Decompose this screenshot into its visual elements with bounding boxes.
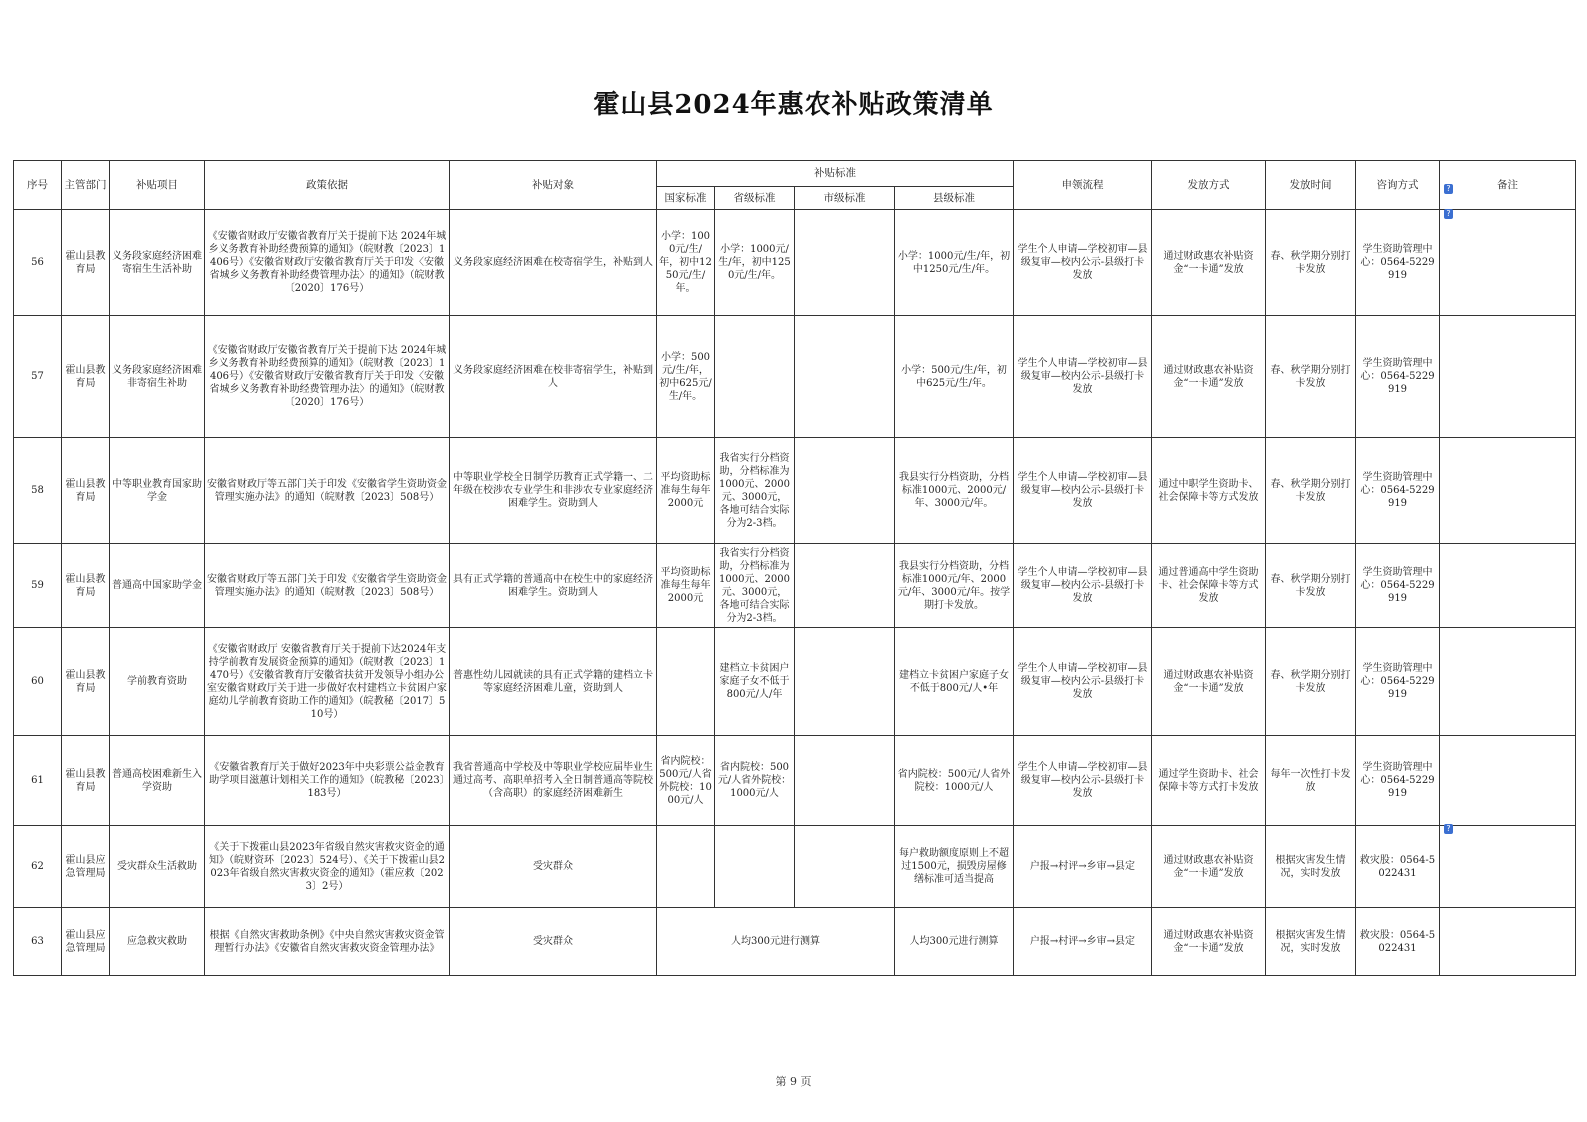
cell-project: 受灾群众生活救助 <box>110 826 205 908</box>
cell-method: 通过财政惠农补贴资金“一卡通”发放 <box>1152 908 1266 976</box>
header-standard-group: 补贴标准 <box>657 161 1014 187</box>
cell-county: 我县实行分档资助，分档标准1000元、2000元/年、3000元/年。 <box>895 438 1014 544</box>
cell-contact: 学生资助管理中心：0564-5229919 <box>1356 438 1440 544</box>
table-row <box>14 316 1576 438</box>
cell-county: 省内院校：500元/人省外院校：1000元/人 <box>895 736 1014 826</box>
cell-target: 受灾群众 <box>450 908 657 976</box>
cell-seq: 61 <box>14 736 62 826</box>
cell-target: 义务段家庭经济困难在校寄宿学生，补贴到人 <box>450 210 657 316</box>
cell-target: 受灾群众 <box>450 826 657 908</box>
cell-process: 学生个人申请—学校初审—县级复审—校内公示-县级打卡发放 <box>1014 544 1152 628</box>
cell-provincial: 我省实行分档资助，分档标准为1000元、2000元、3000元，各地可结合实际分为2-3档。 <box>715 544 795 628</box>
cell-national: 小学：1000元/生/年，初中1250元/生/年。 <box>657 210 715 316</box>
header-project: 补贴项目 <box>110 161 205 210</box>
cell-national: 小学：500元/生/年，初中625元/生/年。 <box>657 316 715 438</box>
cell-process: 学生个人申请—学校初审—县级复审—校内公示-县级打卡发放 <box>1014 736 1152 826</box>
cell-process: 户报→村评→乡审→县定 <box>1014 908 1152 976</box>
cell-basis: 《安徽省财政厅 安徽省教育厅关于提前下达2024年支持学前教育发展资金预算的通知》（皖财教〔2023〕1470号）《安徽省教育厅安徽省扶贫开发领导小组办公室安徽省财政厅关于进一步做好农村建档立卡贫困户家庭幼儿学前教育资助工作的通知》（皖教秘〔2017〕510号） <box>205 628 450 736</box>
cell-merged-standard: 人均300元进行测算 <box>657 908 895 976</box>
cell-dept: 霍山县教育局 <box>62 628 110 736</box>
cell-method: 通过学生资助卡、社会保障卡等方式打卡发放 <box>1152 736 1266 826</box>
header-dept: 主管部门 <box>62 161 110 210</box>
cell-time: 春、秋学期分别打卡发放 <box>1266 438 1356 544</box>
cell-remark <box>1440 544 1576 628</box>
header-time: 发放时间 <box>1266 161 1356 210</box>
cell-project: 义务段家庭经济困难非寄宿生补助 <box>110 316 205 438</box>
cell-dept: 霍山县教育局 <box>62 544 110 628</box>
cell-remark <box>1440 908 1576 976</box>
cell-national: 平均资助标准每生每年2000元 <box>657 544 715 628</box>
policy-table <box>13 160 1576 976</box>
cell-method: 通过普通高中学生资助卡、社会保障卡等方式发放 <box>1152 544 1266 628</box>
table-row <box>14 544 1576 628</box>
cell-project: 义务段家庭经济困难寄宿生生活补助 <box>110 210 205 316</box>
cell-target: 我省普通高中学校及中等职业学校应届毕业生通过高考、高职单招考入全日制普通高等院校（含高职）的家庭经济困难新生 <box>450 736 657 826</box>
cell-basis: 根据《自然灾害救助条例》《中央自然灾害救灾资金管理暂行办法》《安徽省自然灾害救灾资金管理办法》 <box>205 908 450 976</box>
cell-county: 小学：500元/生/年，初中625元/生/年。 <box>895 316 1014 438</box>
cell-time: 根据灾害发生情况，实时发放 <box>1266 826 1356 908</box>
cell-process: 户报→村评→乡审→县定 <box>1014 826 1152 908</box>
cell-contact: 学生资助管理中心：0564-5229919 <box>1356 544 1440 628</box>
cell-city <box>795 316 895 438</box>
cell-dept: 霍山县教育局 <box>62 210 110 316</box>
cell-process: 学生个人申请—学校初审—县级复审—校内公示-县级打卡发放 <box>1014 316 1152 438</box>
comment-icon[interactable]: ? <box>1444 184 1453 194</box>
cell-remark <box>1440 628 1576 736</box>
cell-county: 小学：1000元/生/年，初中1250元/生/年。 <box>895 210 1014 316</box>
cell-seq: 57 <box>14 316 62 438</box>
cell-method: 通过中职学生资助卡、社会保障卡等方式发放 <box>1152 438 1266 544</box>
cell-provincial: 我省实行分档资助，分档标准为1000元、2000元、3000元，各地可结合实际分为2-3档。 <box>715 438 795 544</box>
cell-contact: 学生资助管理中心：0564-5229919 <box>1356 628 1440 736</box>
table-row <box>14 908 1576 976</box>
cell-national <box>657 628 715 736</box>
comment-icon[interactable]: ? <box>1444 824 1453 834</box>
cell-time: 春、秋学期分别打卡发放 <box>1266 544 1356 628</box>
cell-method: 通过财政惠农补贴资金“一卡通”发放 <box>1152 826 1266 908</box>
cell-seq: 62 <box>14 826 62 908</box>
cell-basis: 安徽省财政厅等五部门关于印发《安徽省学生资助资金管理实施办法》的通知（皖财教〔2023〕508号） <box>205 438 450 544</box>
cell-dept: 霍山县应急管理局 <box>62 826 110 908</box>
page-title: 霍山县2024年惠农补贴政策清单 <box>593 90 994 120</box>
cell-time: 春、秋学期分别打卡发放 <box>1266 316 1356 438</box>
cell-remark <box>1440 210 1576 316</box>
cell-contact: 学生资助管理中心：0564-5229919 <box>1356 210 1440 316</box>
cell-county: 人均300元进行测算 <box>895 908 1014 976</box>
table-row <box>14 826 1576 908</box>
header-contact: 咨询方式 <box>1356 161 1440 210</box>
cell-basis: 安徽省财政厅等五部门关于印发《安徽省学生资助资金管理实施办法》的通知（皖财教〔2023〕508号） <box>205 544 450 628</box>
header-process: 申领流程 <box>1014 161 1152 210</box>
header-row <box>14 161 1576 187</box>
cell-city <box>795 438 895 544</box>
header-basis: 政策依据 <box>205 161 450 210</box>
header-target: 补贴对象 <box>450 161 657 210</box>
cell-provincial: 省内院校：500元/人省外院校：1000元/人 <box>715 736 795 826</box>
cell-dept: 霍山县教育局 <box>62 438 110 544</box>
cell-seq: 58 <box>14 438 62 544</box>
header-method: 发放方式 <box>1152 161 1266 210</box>
table-row <box>14 438 1576 544</box>
cell-process: 学生个人申请—学校初审—县级复审—校内公示-县级打卡发放 <box>1014 628 1152 736</box>
cell-method: 通过财政惠农补贴资金“一卡通”发放 <box>1152 316 1266 438</box>
cell-county: 我县实行分档资助，分档标准1000元/年、2000元/年、3000元/年。按学期打卡发放。 <box>895 544 1014 628</box>
cell-process: 学生个人申请—学校初审—县级复审—校内公示-县级打卡发放 <box>1014 438 1152 544</box>
cell-target: 中等职业学校全日制学历教育正式学籍一、二年级在校涉农专业学生和非涉农专业家庭经济困难学生。资助到人 <box>450 438 657 544</box>
comment-icon[interactable]: ? <box>1444 209 1453 219</box>
cell-project: 普通高中国家助学金 <box>110 544 205 628</box>
cell-contact: 学生资助管理中心：0564-5229919 <box>1356 316 1440 438</box>
cell-time: 每年一次性打卡发放 <box>1266 736 1356 826</box>
header-national: 国家标准 <box>657 187 715 210</box>
cell-city <box>795 544 895 628</box>
cell-dept: 霍山县教育局 <box>62 316 110 438</box>
table-row <box>14 628 1576 736</box>
header-county: 县级标准 <box>895 187 1014 210</box>
header-seq: 序号 <box>14 161 62 210</box>
cell-method: 通过财政惠农补贴资金“一卡通”发放 <box>1152 210 1266 316</box>
cell-national: 平均资助标准每生每年2000元 <box>657 438 715 544</box>
header-provincial: 省级标准 <box>715 187 795 210</box>
cell-remark <box>1440 826 1576 908</box>
cell-target: 义务段家庭经济困难在校非寄宿学生，补贴到人 <box>450 316 657 438</box>
cell-seq: 59 <box>14 544 62 628</box>
cell-remark <box>1440 316 1576 438</box>
cell-target: 具有正式学籍的普通高中在校生中的家庭经济困难学生。资助到人 <box>450 544 657 628</box>
cell-county: 建档立卡贫困户家庭子女不低于800元/人•年 <box>895 628 1014 736</box>
cell-provincial <box>715 826 795 908</box>
header-remark: 备注 <box>1440 161 1576 210</box>
cell-seq: 56 <box>14 210 62 316</box>
cell-process: 学生个人申请—学校初审—县级复审—校内公示-县级打卡发放 <box>1014 210 1152 316</box>
cell-project: 中等职业教育国家助学金 <box>110 438 205 544</box>
cell-provincial: 建档立卡贫困户家庭子女不低于800元/人/年 <box>715 628 795 736</box>
table-row <box>14 210 1576 316</box>
cell-target: 普惠性幼儿园就读的具有正式学籍的建档立卡等家庭经济困难儿童，资助到人 <box>450 628 657 736</box>
header-city: 市级标准 <box>795 187 895 210</box>
cell-basis: 《关于下拨霍山县2023年省级自然灾害救灾资金的通知》（皖财资环〔2023〕524号）、《关于下拨霍山县2023年省级自然灾害救灾资金的通知》（霍应救〔2023〕2号） <box>205 826 450 908</box>
page-number: 第 9 页 <box>775 1075 812 1088</box>
cell-project: 普通高校困难新生入学资助 <box>110 736 205 826</box>
cell-basis: 《安徽省财政厅安徽省教育厅关于提前下达 2024年城乡义务教育补助经费预算的通知》（皖财教〔2023〕1406号）《安徽省财政厅安徽省教育厅关于印发〈安徽省城乡义务教育补助经费管理办法〉的通知》（皖财教〔2020〕176号） <box>205 316 450 438</box>
cell-contact: 救灾股：0564-5022431 <box>1356 826 1440 908</box>
cell-national <box>657 826 715 908</box>
cell-basis: 《安徽省教育厅关于做好2023年中央彩票公益金教育助学项目滋蕙计划相关工作的通知》（皖教秘〔2023〕183号） <box>205 736 450 826</box>
table-row <box>14 736 1576 826</box>
cell-city <box>795 736 895 826</box>
cell-method: 通过财政惠农补贴资金“一卡通”发放 <box>1152 628 1266 736</box>
cell-basis: 《安徽省财政厅安徽省教育厅关于提前下达 2024年城乡义务教育补助经费预算的通知》（皖财教〔2023〕1406号）《安徽省财政厅安徽省教育厅关于印发〈安徽省城乡义务教育补助经费管理办法〉的通知》（皖财教〔2020〕176号） <box>205 210 450 316</box>
cell-national: 省内院校：500元/人省外院校：1000元/人 <box>657 736 715 826</box>
cell-provincial <box>715 316 795 438</box>
cell-time: 春、秋学期分别打卡发放 <box>1266 628 1356 736</box>
cell-time: 春、秋学期分别打卡发放 <box>1266 210 1356 316</box>
cell-dept: 霍山县教育局 <box>62 736 110 826</box>
cell-dept: 霍山县应急管理局 <box>62 908 110 976</box>
cell-county: 每户救助额度原则上不超过1500元，损毁房屋修缮标准可适当提高 <box>895 826 1014 908</box>
cell-seq: 63 <box>14 908 62 976</box>
cell-remark <box>1440 736 1576 826</box>
cell-time: 根据灾害发生情况，实时发放 <box>1266 908 1356 976</box>
cell-provincial: 小学：1000元/生/年，初中1250元/生/年。 <box>715 210 795 316</box>
cell-city <box>795 826 895 908</box>
cell-contact: 学生资助管理中心：0564-5229919 <box>1356 736 1440 826</box>
cell-contact: 救灾股：0564-5022431 <box>1356 908 1440 976</box>
cell-city <box>795 210 895 316</box>
cell-seq: 60 <box>14 628 62 736</box>
cell-remark <box>1440 438 1576 544</box>
cell-project: 学前教育资助 <box>110 628 205 736</box>
cell-city <box>795 628 895 736</box>
cell-project: 应急救灾救助 <box>110 908 205 976</box>
